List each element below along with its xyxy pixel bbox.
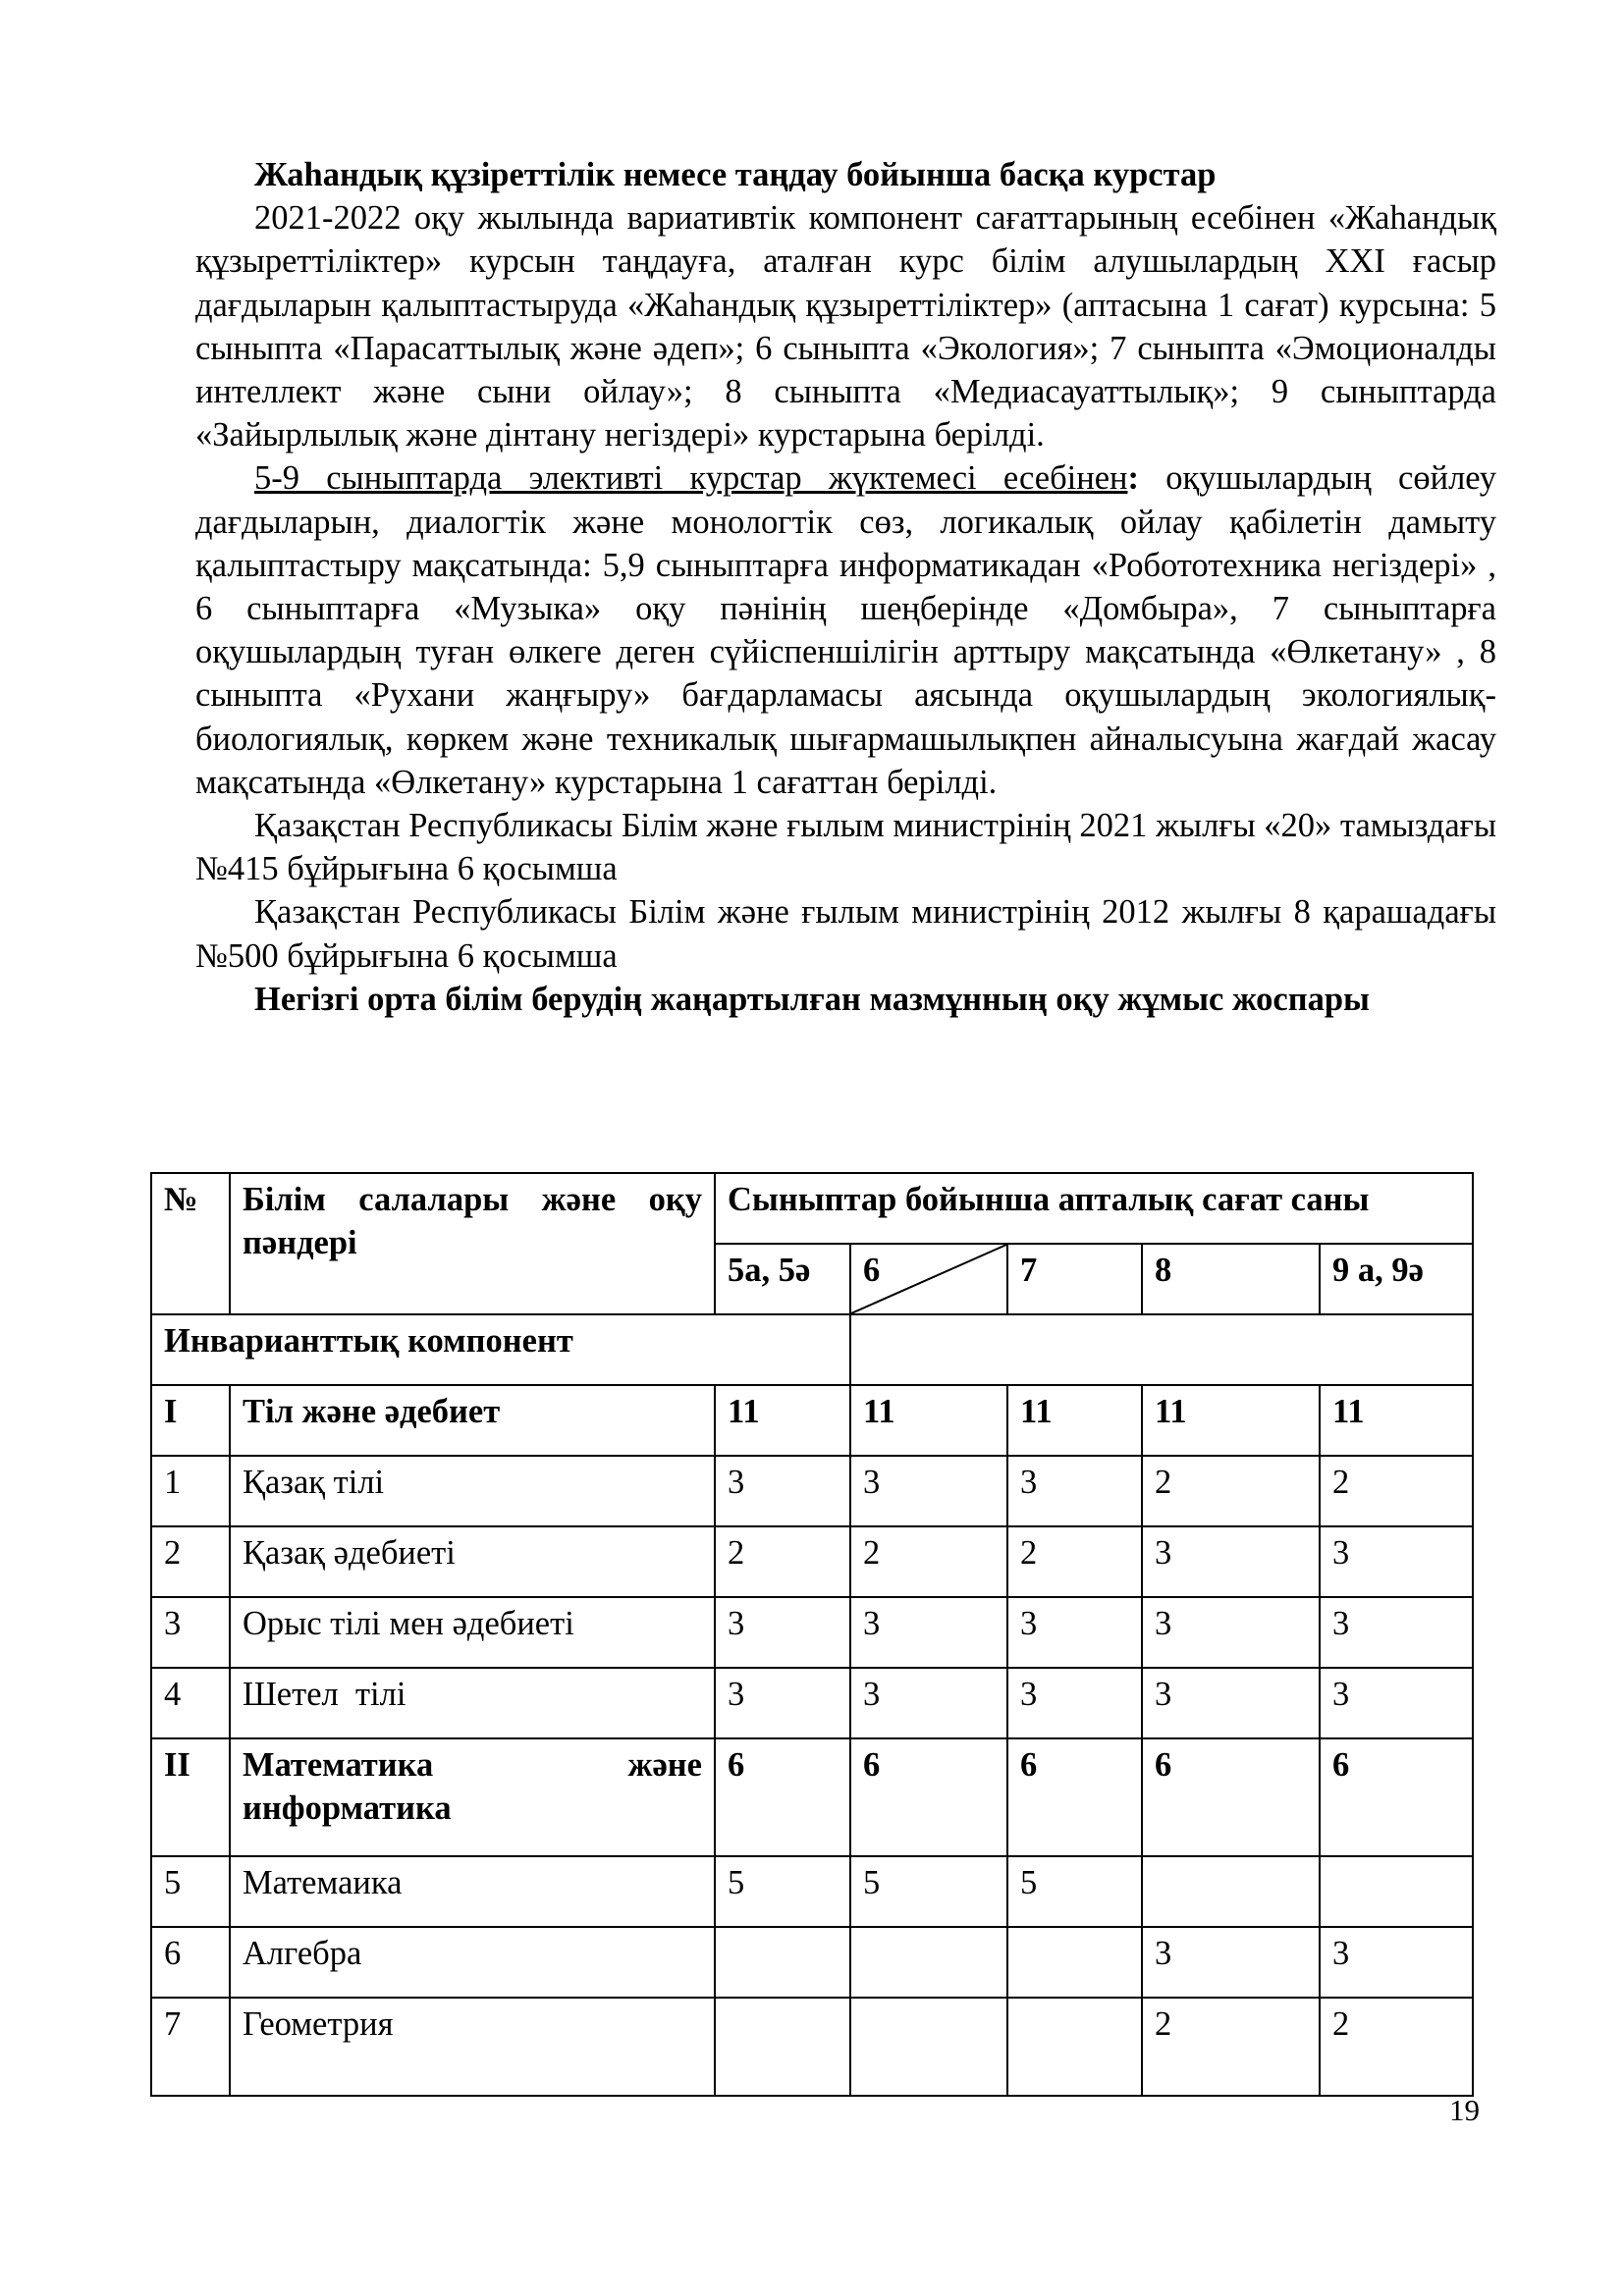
- table-row: 2 Қазақ әдебиеті 2 2 2 3 3: [151, 1526, 1473, 1597]
- invariant-empty: [850, 1314, 1473, 1385]
- table-row: 7 Геометрия 2 2: [151, 1998, 1473, 2096]
- table-row: 3 Орыс тілі мен әдебиеті 3 3 3 3 3: [151, 1597, 1473, 1668]
- page-number: 19: [1449, 2093, 1480, 2127]
- curriculum-table: [150, 1172, 1474, 2097]
- paragraph-elective-courses: [195, 456, 1496, 804]
- table-row: I Тіл және әдебиет 11 11 11 11 11: [151, 1385, 1473, 1456]
- header-subjects: Білім салалары және оқу пәндері: [230, 1173, 715, 1314]
- invariant-row: [151, 1314, 1473, 1385]
- table-row: 6 Алгебра 3 3: [151, 1927, 1473, 1998]
- invariant-label: Инварианттық компонент: [151, 1314, 850, 1385]
- header-number: №: [151, 1173, 230, 1314]
- table-row: 4 Шетел тілі 3 3 3 3 3: [151, 1668, 1473, 1738]
- grade-9: 9 а, 9ә: [1320, 1244, 1473, 1314]
- paragraph-order-500: Қазақстан Республикасы Білім және ғылым министрінің 2012 жылғы 8 қарашадағы №500 бұйрығына 6 қосымша: [195, 893, 1496, 975]
- table-header-row: [151, 1173, 1473, 1244]
- grade-5: 5а, 5ә: [715, 1244, 850, 1314]
- colon: :: [1127, 459, 1139, 498]
- paragraph-rest: оқушылардың сөйлеу дағдыларын, диалогтік және монологтік сөз, логикалық ойлау қабілетін дамыту қалыптастыру мақсатында: 5,9 сыныптарға информатикадан «Робототехника негіздері» , 6 сыныптарға «Музыка» оқу пәнінің шеңберінде «Домбыра», 7 сыныптарға оқушылардың туған өлкеге деген сүйіспеншілігін арттыру мақсатында «Өлкетану» , 8 сыныпта «Рухани жаңғыру» бағдарламасы аясында оқушылардың экологиялық-биологиялық, көркем және техникалық шығармашылықпен айналысуына жағдай жасау мақсатында «Өлкетану» курстарына 1 сағаттан берілді.: [195, 459, 1496, 801]
- section-heading: Жаһандық құзіреттілік немесе таңдау бойынша басқа курстар: [254, 156, 1217, 193]
- table-row: II Математика және информатика 6 6 6 6 6: [151, 1738, 1473, 1856]
- paragraph-global-competences: 2021-2022 оқу жылында вариативтік компонент сағаттарының есебінен «Жаһандық құзыреттіліктер» курсын таңдауға, аталған курс білім алушылардың XXI ғасыр дағдыларын қалыптастыруда «Жаһандық құзыреттіліктер» (аптасына 1 сағат) курсына: 5 сыныпта «Парасаттылық және әдеп»; 6 сыныпта «Экология»; 7 сыныпта «Эмоционалды интеллект және сыни ойлау»; 8 сыныпта «Медиасауаттылық»; 9 сыныптарда «Зайырлылық және дінтану негіздері» курстарына берілді.: [195, 199, 1496, 454]
- text-block: [195, 153, 1496, 1021]
- table-title: Негізгі орта білім берудің жаңартылған мазмұнның оқу жұмыс жоспары: [254, 980, 1370, 1018]
- grade-7: 7: [1007, 1244, 1142, 1314]
- table-row: 1 Қазақ тілі 3 3 3 2 2: [151, 1456, 1473, 1526]
- underlined-phrase: 5-9 сыныптарда элективті курстар жүктемесі есебінен: [254, 459, 1128, 498]
- grade-6: 6: [850, 1244, 1007, 1314]
- grade-8: 8: [1142, 1244, 1320, 1314]
- paragraph-order-415: Қазақстан Республикасы Білім және ғылым министрінің 2021 жылғы «20» тамыздағы №415 бұйрығына 6 қосымша: [195, 807, 1496, 888]
- header-weekly-hours: Сыныптар бойынша апталық сағат саны: [715, 1173, 1473, 1244]
- table-row: 5 Матемаика 5 5 5: [151, 1856, 1473, 1927]
